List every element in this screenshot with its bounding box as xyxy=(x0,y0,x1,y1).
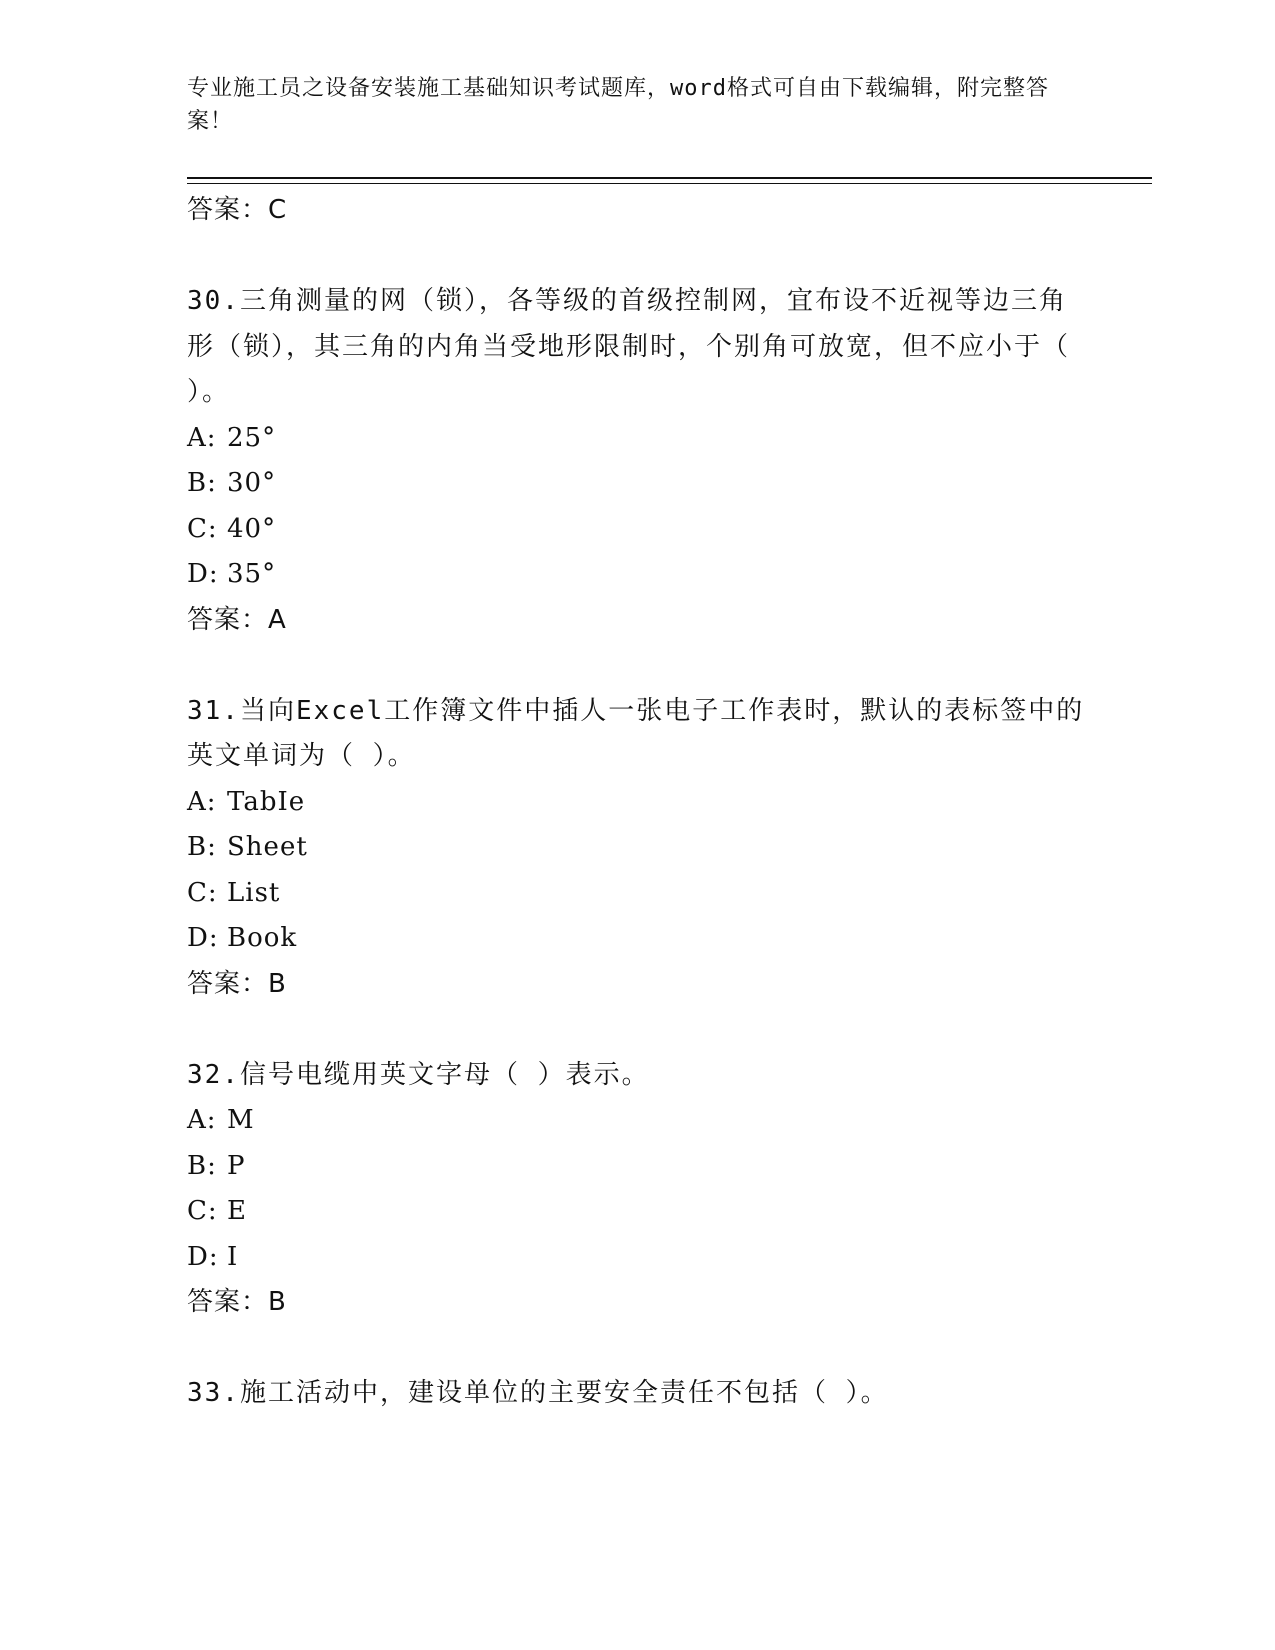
option-letter: D: xyxy=(187,923,219,953)
question-text: 32.信号电缆用英文字母（ ）表示。 xyxy=(187,1059,650,1090)
answer-line: 答案：B xyxy=(187,968,287,999)
answer-line: 答案：A xyxy=(187,604,287,635)
question-block xyxy=(187,689,1087,1007)
option-a xyxy=(187,780,1087,826)
header-divider-thick xyxy=(187,177,1152,179)
option-c xyxy=(187,871,1087,917)
option-letter: C: xyxy=(187,877,218,908)
option-text: E xyxy=(227,1196,247,1226)
question-text: 33.施工活动中，建设单位的主要安全责任不包括（ ）。 xyxy=(187,1378,889,1408)
option-letter: A: xyxy=(187,786,217,817)
question-text: 30.三角测量的网（锁），各等级的首级控制网，宜布设不近视等边三角形（锁），其三角的内角当受地形限制时，个别角可放宽，但不应小于（ ）。 xyxy=(187,286,1071,407)
option-letter: B: xyxy=(187,1150,217,1181)
option-d xyxy=(187,1235,1087,1281)
option-text: Sheet xyxy=(227,832,308,862)
option-letter: A: xyxy=(187,422,217,453)
question-text: 31.当向Excel工作簿文件中插人一张电子工作表时，默认的表标签中的英文单词为（ ）。 xyxy=(187,695,1085,771)
option-letter: C: xyxy=(187,1196,218,1226)
question-block xyxy=(187,1053,1087,1326)
question-block xyxy=(187,1371,1087,1417)
option-letter: B: xyxy=(187,832,217,862)
option-text: TabIe xyxy=(227,786,306,817)
option-text: List xyxy=(227,877,281,908)
option-c xyxy=(187,1189,1087,1235)
option-c xyxy=(187,507,1087,553)
option-text: 30° xyxy=(227,468,277,498)
option-letter: B: xyxy=(187,468,217,498)
header-divider-thin xyxy=(187,183,1152,184)
option-letter: A: xyxy=(187,1105,217,1135)
option-letter: D: xyxy=(187,1241,219,1272)
option-a xyxy=(187,416,1087,462)
document-header: 专业施工员之设备安装施工基础知识考试题库，word格式可自由下载编辑，附完整答案！ xyxy=(187,76,1049,134)
answer-prev: 答案：C xyxy=(187,195,288,225)
document-body xyxy=(187,188,1087,1417)
option-b xyxy=(187,461,1087,507)
option-b xyxy=(187,1144,1087,1190)
option-letter: C: xyxy=(187,513,218,544)
option-text: 40° xyxy=(227,513,277,544)
option-letter: D: xyxy=(187,559,219,589)
option-text: P xyxy=(227,1150,246,1181)
question-block xyxy=(187,279,1087,643)
option-a xyxy=(187,1098,1087,1144)
option-b xyxy=(187,825,1087,871)
option-text: Book xyxy=(227,923,298,953)
option-d xyxy=(187,916,1087,962)
option-d xyxy=(187,552,1087,598)
option-text: I xyxy=(227,1241,239,1272)
answer-line: 答案：B xyxy=(187,1287,287,1317)
option-text: 25° xyxy=(227,422,277,453)
option-text: 35° xyxy=(227,559,277,589)
option-text: M xyxy=(227,1105,255,1135)
